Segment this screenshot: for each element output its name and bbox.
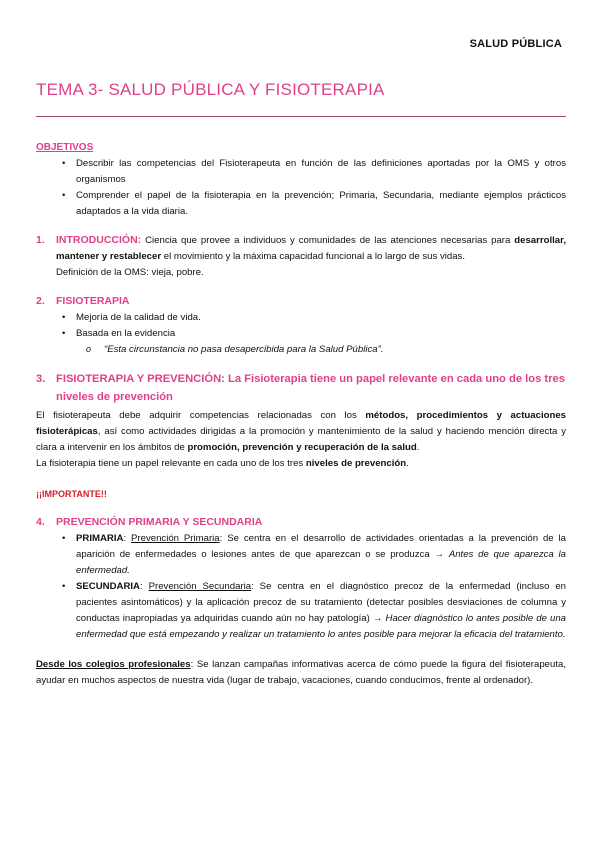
- section-heading: FISIOTERAPIA Y PREVENCIÓN: La Fisioterapia tiene un papel relevante en cada uno de los tres niveles de prevención: [56, 373, 565, 403]
- paragraph-text: .: [416, 442, 420, 453]
- term-label: SECUNDARIA: [76, 581, 140, 592]
- section-fisioterapia: [36, 293, 566, 358]
- list-item: • Basada en la evidencia: [56, 326, 566, 342]
- section-prevencion-primaria-secundaria: [36, 514, 566, 643]
- arrow-icon: →: [434, 549, 445, 560]
- paragraph-text: : Se lanzan campañas informativas acerca de cómo puede la figura del fisioterapeuta, ayudar en muchos aspectos de nuestra vida (lugar de trabajo, vacaciones, cuando conducimos, frente al ordenador).: [36, 659, 566, 686]
- arrow-icon: →: [372, 613, 383, 624]
- oms-definition: Definición de la OMS: vieja, pobre.: [56, 267, 204, 278]
- section-number: 2.: [36, 295, 45, 307]
- separator: :: [123, 533, 127, 544]
- bold-term: promoción, prevención y recuperación de la salud: [187, 442, 417, 453]
- list-item-primaria: [56, 531, 566, 579]
- bold-term: métodos, procedimientos y actuaciones fisioterápicas: [36, 410, 566, 437]
- list-item: • Comprender el papel de la fisioterapia en la prevención; Primaria, Secundaria, mediante ejemplos prácticos adaptados a la vida diaria.: [56, 188, 566, 220]
- separator: :: [139, 581, 143, 592]
- underlined-term: Prevención Secundaria: [148, 581, 252, 592]
- list-item: o “Esta circunstancia no pasa desapercibida para la Salud Pública”.: [84, 342, 566, 358]
- section-number: 3.: [36, 373, 46, 385]
- objectives-section: [36, 140, 566, 220]
- prevencion-paragraph: [36, 408, 566, 456]
- prevention-list: [36, 531, 566, 643]
- important-note: ¡¡IMPORTANTE!!: [36, 489, 107, 499]
- title-divider: [36, 116, 566, 117]
- running-header: SALUD PÚBLICA: [469, 38, 562, 50]
- item-text: : Se centra en el diagnóstico precoz de la enfermedad (incluso en pacientes asintomáticos) y la aplicación precoz de su tratamiento (detectar posibles desviaciones de columna y conductas inapropiadas ya adquiridas cuando aún no hay patología): [76, 581, 567, 624]
- list-item-secundaria: [56, 579, 566, 643]
- section-introduccion: [36, 232, 566, 281]
- page-title: TEMA 3- SALUD PÚBLICA Y FISIOTERAPIA: [36, 80, 385, 99]
- paragraph-text: La fisioterapia tiene un papel relevante en cada uno de los tres: [36, 458, 304, 469]
- section-heading: FISIOTERAPIA: [56, 295, 130, 307]
- section-heading: PREVENCIÓN PRIMARIA Y SECUNDARIA: [56, 516, 263, 528]
- section-number: 1.: [36, 234, 45, 246]
- section-number: 4.: [36, 516, 45, 528]
- intro-bold-terms: desarrollar, mantener y restablecer: [56, 235, 566, 262]
- term-label: PRIMARIA: [76, 533, 124, 544]
- bold-term: niveles de prevención: [305, 458, 407, 469]
- paragraph-text: El fisioterapeuta debe adquirir competencias relacionadas con los: [36, 410, 357, 421]
- underlined-term: Prevención Primaria: [131, 533, 220, 544]
- document-body: [36, 140, 566, 689]
- niveles-paragraph: [36, 456, 566, 472]
- section-prevencion: [36, 370, 566, 472]
- fisioterapia-sublist: [36, 342, 566, 358]
- section-heading: INTRODUCCIÓN:: [56, 234, 142, 246]
- italic-note: Antes de que aparezca la enfermedad.: [76, 549, 566, 576]
- italic-note: Hacer diagnóstico lo antes posible de una enfermedad que está empezando y realizar un tratamiento lo antes posible para mejorar la eficacia del tratamiento.: [76, 613, 566, 640]
- intro-text: Ciencia que provee a individuos y comunidades de las atenciones necesarias para: [145, 235, 511, 246]
- objectives-heading: OBJETIVOS: [36, 142, 94, 153]
- item-text: : Se centra en el desarrollo de actividades orientadas a la prevención de la aparición de enfermedades o lesiones antes de que aparezcan o se produzca: [76, 533, 566, 560]
- list-item: • Describir las competencias del Fisioterapeuta en función de las definiciones aportadas por la OMS y otros organismos: [56, 156, 566, 188]
- objectives-list: [36, 156, 566, 220]
- intro-text-cont: el movimiento y la máxima capacidad funcional a lo largo de sus vidas.: [163, 251, 466, 262]
- paragraph-text: .: [406, 458, 409, 469]
- closing-paragraph: [36, 657, 566, 689]
- underlined-term: Desde los colegios profesionales: [36, 659, 191, 670]
- list-item: • Mejoría de la calidad de vida.: [56, 310, 566, 326]
- fisioterapia-list: [36, 310, 566, 342]
- paragraph-text: , así como actividades dirigidas a la promoción y mantenimiento de la salud y haciendo mención directa y clara a intervenir en los ámbitos de: [36, 426, 566, 453]
